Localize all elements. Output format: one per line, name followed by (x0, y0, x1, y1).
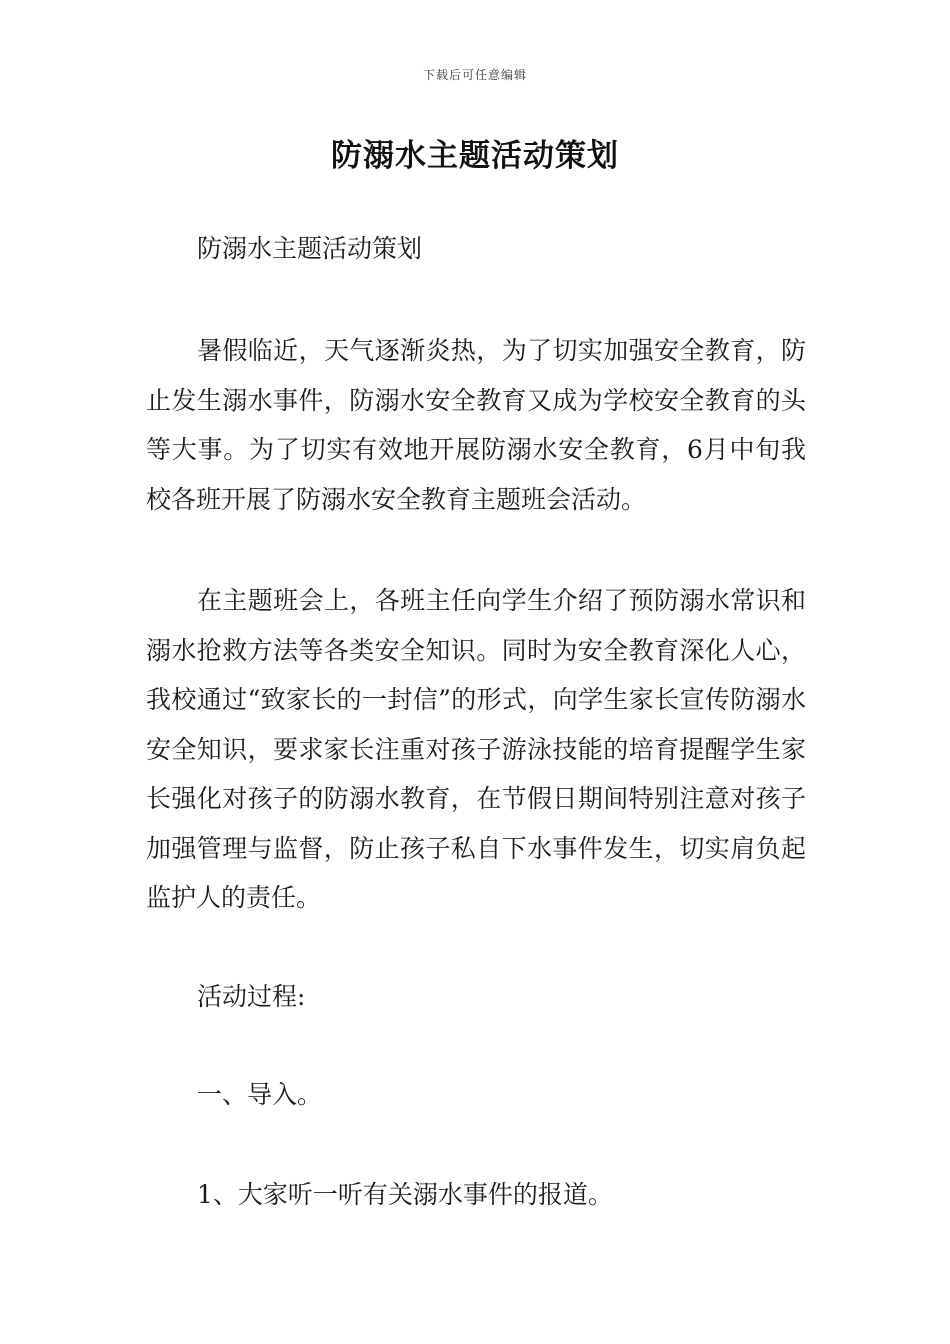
step-heading: 一、导入。 (197, 1080, 323, 1109)
document-subtitle: 防溺水主题活动策划 (197, 234, 423, 263)
list-item: 1、大家听一听有关溺水事件的报道。 (197, 1180, 613, 1209)
paragraph-intro: 暑假临近，天气逐渐炎热，为了切实加强安全教育，防止发生溺水事件，防溺水安全教育又成为学校安全教育的头等大事。为了切实有效地开展防溺水安全教育，6月中旬我校各班开展了防溺水安全教育主题班会活动。 (146, 336, 806, 514)
header-note: 下载后可任意编辑 (422, 68, 527, 82)
document-title: 防溺水主题活动策划 (331, 138, 619, 174)
section-heading: 活动过程: (197, 982, 306, 1011)
paragraph-class-meeting: 在主题班会上，各班主任向学生介绍了预防溺水常识和溺水抢救方法等各类安全知识。同时为安全教育深化人心，我校通过“致家长的一封信”的形式，向学生家长宣传防溺水安全知识，要求家长注重对孩子游泳技能的培育提醒学生家长强化对孩子的防溺水教育，在节假日期间特别注意对孩子加强管理与监督，防止孩子私自下水事件发生，切实肩负起监护人的责任。 (146, 586, 806, 912)
